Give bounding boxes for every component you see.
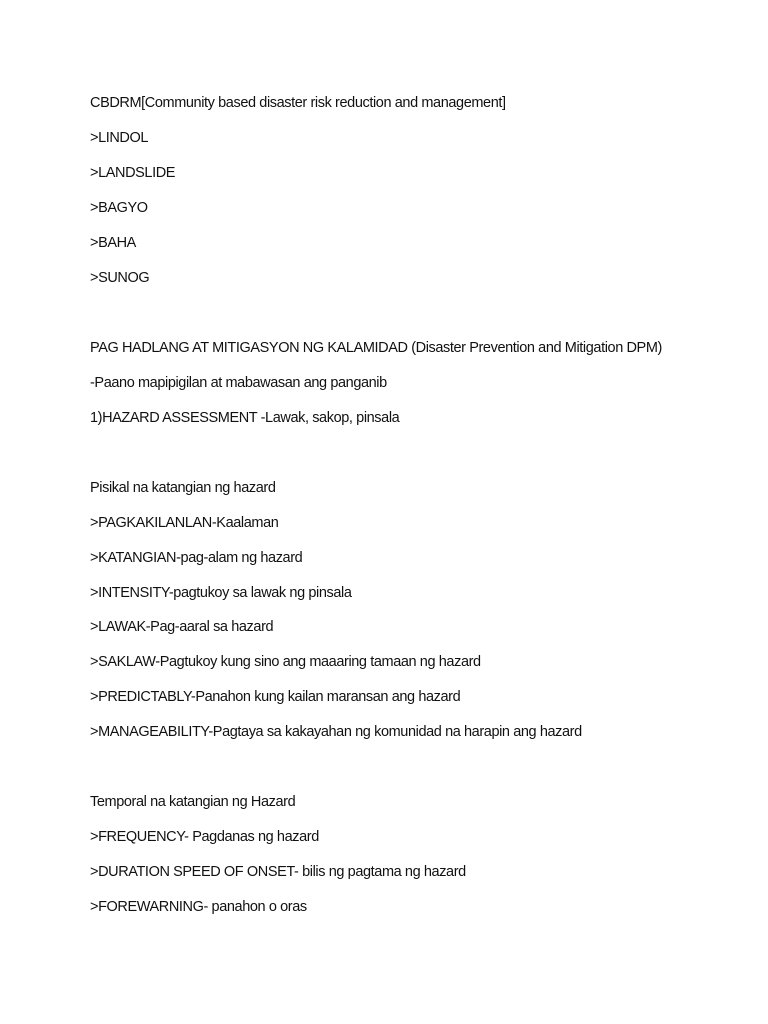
hazard-item-bagyo: >BAGYO [90,200,148,216]
hazard-assessment-item: 1)HAZARD ASSESSMENT -Lawak, sakop, pinsala [90,410,400,426]
pisikal-item-katangian: >KATANGIAN-pag-alam ng hazard [90,550,303,566]
pisikal-item-intensity: >INTENSITY-pagtukoy sa lawak ng pinsala [90,585,352,601]
temporal-item-forewarning: >FOREWARNING- panahon o oras [90,899,307,915]
hazard-item-baha: >BAHA [90,235,136,251]
dpm-heading: PAG HADLANG AT MITIGASYON NG KALAMIDAD (Disaster Prevention and Mitigation DPM) [90,340,662,356]
pisikal-heading: Pisikal na katangian ng hazard [90,480,276,496]
pisikal-item-pagkakilanlan: >PAGKAKILANLAN-Kaalaman [90,515,279,531]
pisikal-item-lawak: >LAWAK-Pag-aaral sa hazard [90,619,274,635]
pisikal-item-predictably: >PREDICTABLY-Panahon kung kailan maransan ang hazard [90,689,461,705]
document-title: CBDRM[Community based disaster risk reduction and management] [90,95,506,111]
hazard-item-landslide: >LANDSLIDE [90,165,176,181]
temporal-heading: Temporal na katangian ng Hazard [90,794,296,810]
hazard-item-lindol: >LINDOL [90,130,149,146]
dpm-subtitle: -Paano mapipigilan at mabawasan ang panganib [90,375,387,391]
hazard-item-sunog: >SUNOG [90,270,150,286]
temporal-item-frequency: >FREQUENCY- Pagdanas ng hazard [90,829,319,845]
pisikal-item-saklaw: >SAKLAW-Pagtukoy kung sino ang maaaring tamaan ng hazard [90,654,481,670]
temporal-item-duration: >DURATION SPEED OF ONSET- bilis ng pagtama ng hazard [90,864,466,880]
pisikal-item-manageability: >MANAGEABILITY-Pagtaya sa kakayahan ng komunidad na harapin ang hazard [90,724,582,740]
